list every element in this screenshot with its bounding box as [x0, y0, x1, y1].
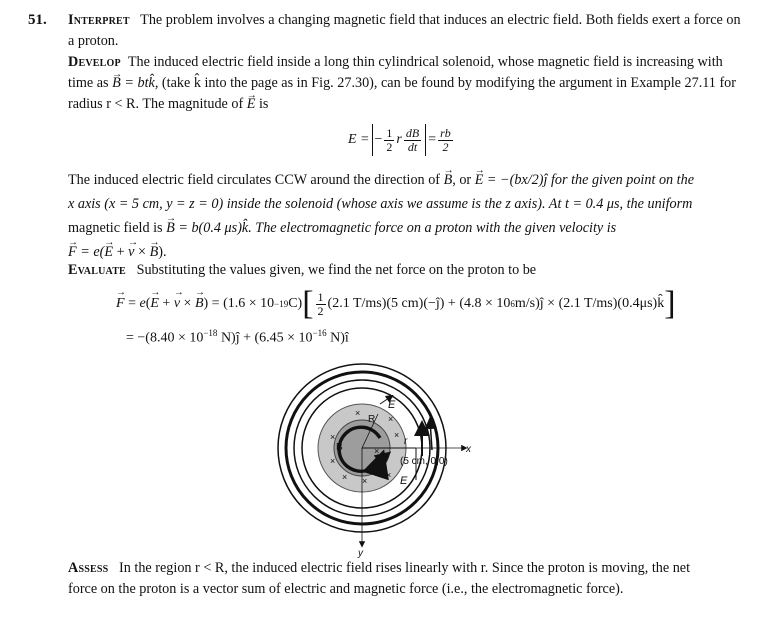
para2-line2: x axis (x = 5 cm, y = z = 0) inside the solenoid (whose axis we assume is the z axis). At t = 0.4 μs, the uniform [68, 196, 693, 212]
eq-force-exp1: −19 [274, 299, 289, 309]
eq-force-frac-num: 1 [317, 289, 324, 304]
cross-mark: × [394, 430, 400, 440]
vector-v-symbol: → v [128, 240, 134, 264]
para2-line3-pre: magnetic field is [68, 220, 163, 236]
cross-mark: × [362, 476, 368, 486]
cross-mark: × [374, 446, 380, 456]
abs-bar-right [425, 124, 426, 156]
eq-frac-dBdt [404, 127, 421, 154]
label-r: r [404, 436, 408, 447]
eq-frac-rb-den: 2 [442, 139, 449, 154]
develop-paragraph [68, 52, 748, 115]
label-R: R [368, 414, 376, 425]
bracket-left: [ [302, 285, 314, 322]
label-x: x [466, 444, 471, 455]
interpret-text: The problem involves a changing magnetic field that induces an electric field. Both fields exert a force on a proton. [68, 12, 741, 49]
eq-frac-half-den: 2 [386, 139, 393, 154]
vector-F-symbol: → F [68, 240, 77, 264]
cross-mark: × [388, 414, 394, 424]
cross-mark: × [386, 470, 392, 480]
eq-result-mid: N)ĵ + (6.45 × 10 [217, 330, 313, 346]
vector-B-symbol-3: → B [166, 216, 175, 240]
eq-frac-half-num: 1 [386, 125, 393, 140]
cross-mark: × [330, 456, 336, 466]
eq-frac-rb [438, 127, 453, 154]
label-B: B [336, 442, 343, 453]
eq-force-charge: ) = (1.6 × 10 [203, 296, 275, 311]
assess-paragraph [68, 558, 748, 600]
eq-result-pre: = −(8.40 × 10 [126, 330, 204, 346]
evaluate-paragraph [68, 260, 748, 281]
eq-frac-dBdt-num: dB [405, 125, 420, 140]
label-E-bottom: E [400, 475, 408, 487]
eq-B-symbol: → B [195, 296, 204, 312]
cross-mark: × [355, 408, 361, 418]
eq-force-frac [316, 291, 326, 318]
bracket-right: ] [664, 285, 676, 322]
interpret-label: Interpret [68, 12, 130, 28]
para2-line4-eq: = e( [80, 244, 105, 260]
para2-line1-eq: = −(bx/2)ĵ for the given point on the [486, 172, 695, 188]
vector-E-symbol-2: → E [475, 168, 484, 192]
eq-frac-half [384, 127, 394, 154]
assess-label: Assess [68, 560, 109, 576]
label-E-top: E [388, 399, 396, 411]
assess-line2: force on the proton is a vector sum of electric and magnetic force (i.e., the electromagnetic force). [68, 581, 624, 597]
equation-magnitude-E [348, 122, 455, 158]
develop-line2-post: (take k̂ into the page as in Fig. 27.30), can be found by modifying the argument in Example 27.11 for [161, 75, 736, 91]
eq-force-term2: m/s)ĵ × (2.1 T/ms)(0.4μs)k̂ [514, 296, 665, 311]
vector-B-symbol-4: → B [150, 240, 159, 264]
label-y: y [358, 548, 363, 559]
eq-force-charge-unit: C) [288, 296, 303, 311]
vector-B-symbol: → B [112, 73, 121, 94]
solenoid-figure [270, 360, 490, 560]
eq-frac-rb-num: rb [440, 125, 451, 140]
eq-E-lhs: E = [348, 132, 370, 147]
evaluate-text: Substituting the values given, we find the net force on the proton to be [136, 262, 537, 278]
cross-mark: × [342, 472, 348, 482]
vector-B-symbol-2: → B [444, 168, 453, 192]
field-paragraph: The induced electric field circulates CCW around the direction of → B, or → E = −(bx/2)ĵ for the given point on the x axis (x = 5 cm, y = z = 0) inside the solenoid (whose axis we assume is the z axis). At t = 0.4 μs, the uniform magnetic field is → B = b(0.4 μs)k̂. The electromagnetic force on a proton with the given velocity is → F = e(→ E + → v × → B). [68, 168, 748, 264]
develop-line3: radius r < R. The magnitude of [68, 96, 244, 112]
label-point: (5 cm, 0,0) [400, 456, 448, 467]
develop-label: Develop [68, 54, 121, 70]
eq-result-exp2: −16 [312, 328, 327, 338]
eq-force-exp2: 6 [510, 299, 515, 309]
problem-number: 51. [28, 12, 47, 28]
eq-equals: = [428, 132, 437, 147]
eq-frac-dBdt-den: dt [407, 139, 418, 154]
equation-force-line2 [126, 328, 349, 347]
assess-line1: In the region r < R, the induced electric field rises linearly with r. Since the proton is moving, the net [119, 560, 691, 576]
eq-force-term1: (2.1 T/ms)(5 cm)(−ĵ) + (4.8 × 10 [327, 296, 511, 311]
develop-line2-eq: = btk̂, [124, 75, 159, 91]
interpret-paragraph [68, 10, 748, 52]
vector-E-symbol: → E [247, 94, 256, 115]
para2-line4-end: ). [158, 244, 167, 260]
para2-line1-pre: The induced electric field circulates CCW around the direction of [68, 172, 441, 188]
evaluate-label: Evaluate [68, 262, 126, 278]
eq-E-symbol: → E [150, 296, 159, 312]
equation-force-line1: → F = e ( → E + → v × → B ) = (1.6 × 10 −19 C) [ $\frac{1}{2}$ (2.1 T/ms)(5 cm)(−ĵ) + (4.8 × 10 6 m/s)ĵ × (2.1 T/ms)(0.4μs)k̂ ] [116, 286, 676, 322]
develop-line3-end: is [258, 96, 269, 112]
develop-line2-pre: time as [68, 75, 109, 91]
para2-line1-mid: , or [452, 172, 472, 188]
develop-line1: The induced electric field inside a long thin cylindrical solenoid, whose magnetic field is increasing with [127, 54, 723, 70]
eq-result-post: N)î [326, 330, 349, 346]
eq-r: r [396, 132, 402, 147]
eq-result-exp1: −18 [203, 328, 218, 338]
abs-bar-left [372, 124, 373, 156]
para2-line3-eq: = b(0.4 μs)k̂. The electromagnetic force on a proton with the given velocity is [178, 220, 617, 236]
cross-mark: × [330, 432, 336, 442]
eq-F-symbol: → F [116, 296, 125, 312]
eq-force-frac-den: 2 [317, 303, 324, 318]
eq-v-symbol: → v [174, 296, 180, 312]
eq-minus: − [374, 132, 383, 147]
vector-E-symbol-3: → E [104, 240, 113, 264]
